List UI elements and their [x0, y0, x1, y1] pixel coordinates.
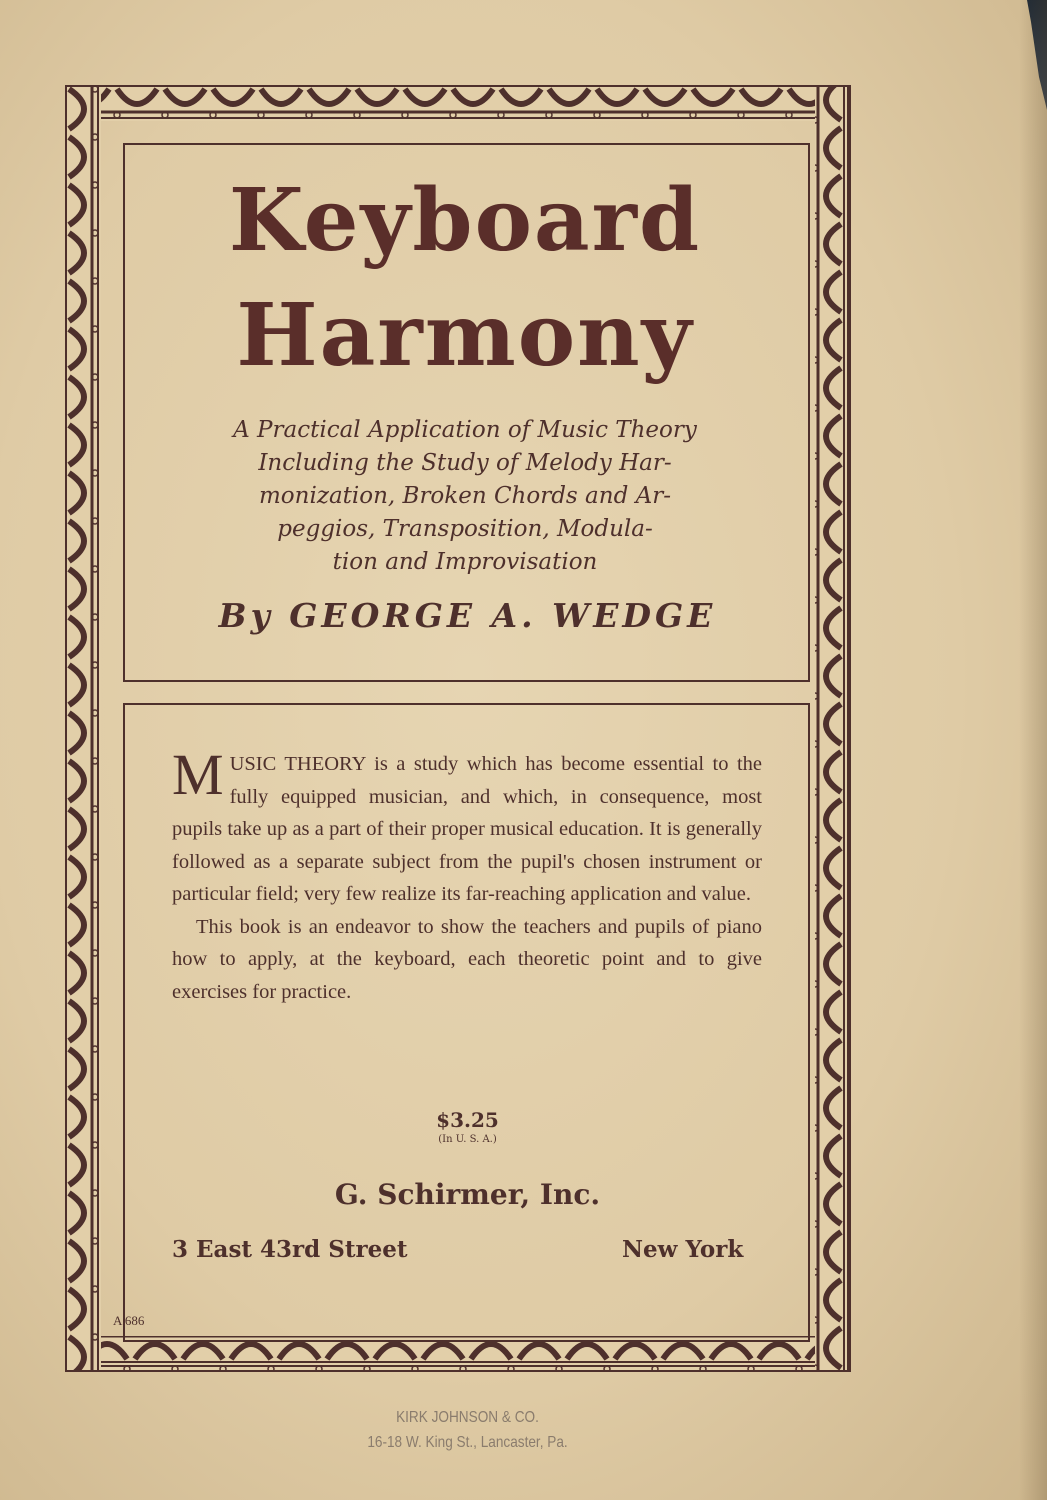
bookseller-stamp-line2: 16-18 W. King St., Lancaster, Pa.	[367, 1434, 568, 1451]
subtitle-line: A Practical Application of Music Theory	[233, 417, 697, 443]
price-note: (In U. S. A.)	[438, 1134, 497, 1145]
publisher-city: New York	[622, 1236, 744, 1263]
book-title-line2: Harmony	[236, 285, 694, 386]
subtitle-line: peggios, Transposition, Modula-	[277, 516, 653, 542]
subtitle-line: monization, Broken Chords and Ar-	[259, 483, 671, 509]
price: $3.25	[436, 1108, 499, 1132]
publisher-name: G. Schirmer, Inc.	[334, 1178, 601, 1211]
byline: By GEORGE A. WEDGE	[218, 596, 717, 635]
book-title-line1: Keyboard	[228, 170, 702, 271]
subtitle-line: Including the Study of Melody Har-	[258, 450, 672, 476]
drop-cap: M	[172, 742, 224, 807]
blurb-paragraph-1: USIC THEORY is a study which has become essential to the fully equipped musician, and which, in consequence, most pupils take up as a part of their proper musical education. It is generally followed as a separate subject from the pupil's chosen instrument or particular field; very few realize its far-reaching application and value.	[172, 753, 762, 905]
subtitle	[0, 414, 930, 579]
publisher-address: 3 East 43rd Street	[172, 1236, 408, 1263]
subtitle-line: tion and Improvisation	[332, 549, 598, 575]
blurb-text	[172, 742, 762, 1008]
blurb-paragraph-2: This book is an endeavor to show the teachers and pupils of piano how to apply, at the keyboard, each theoretic point and to give exercises for practice.	[172, 915, 762, 1003]
catalog-number: A 686	[113, 1313, 145, 1328]
bookseller-stamp-line1: KIRK JOHNSON & CO.	[396, 1409, 539, 1426]
jacket-edge-shadow	[1019, 0, 1047, 1500]
